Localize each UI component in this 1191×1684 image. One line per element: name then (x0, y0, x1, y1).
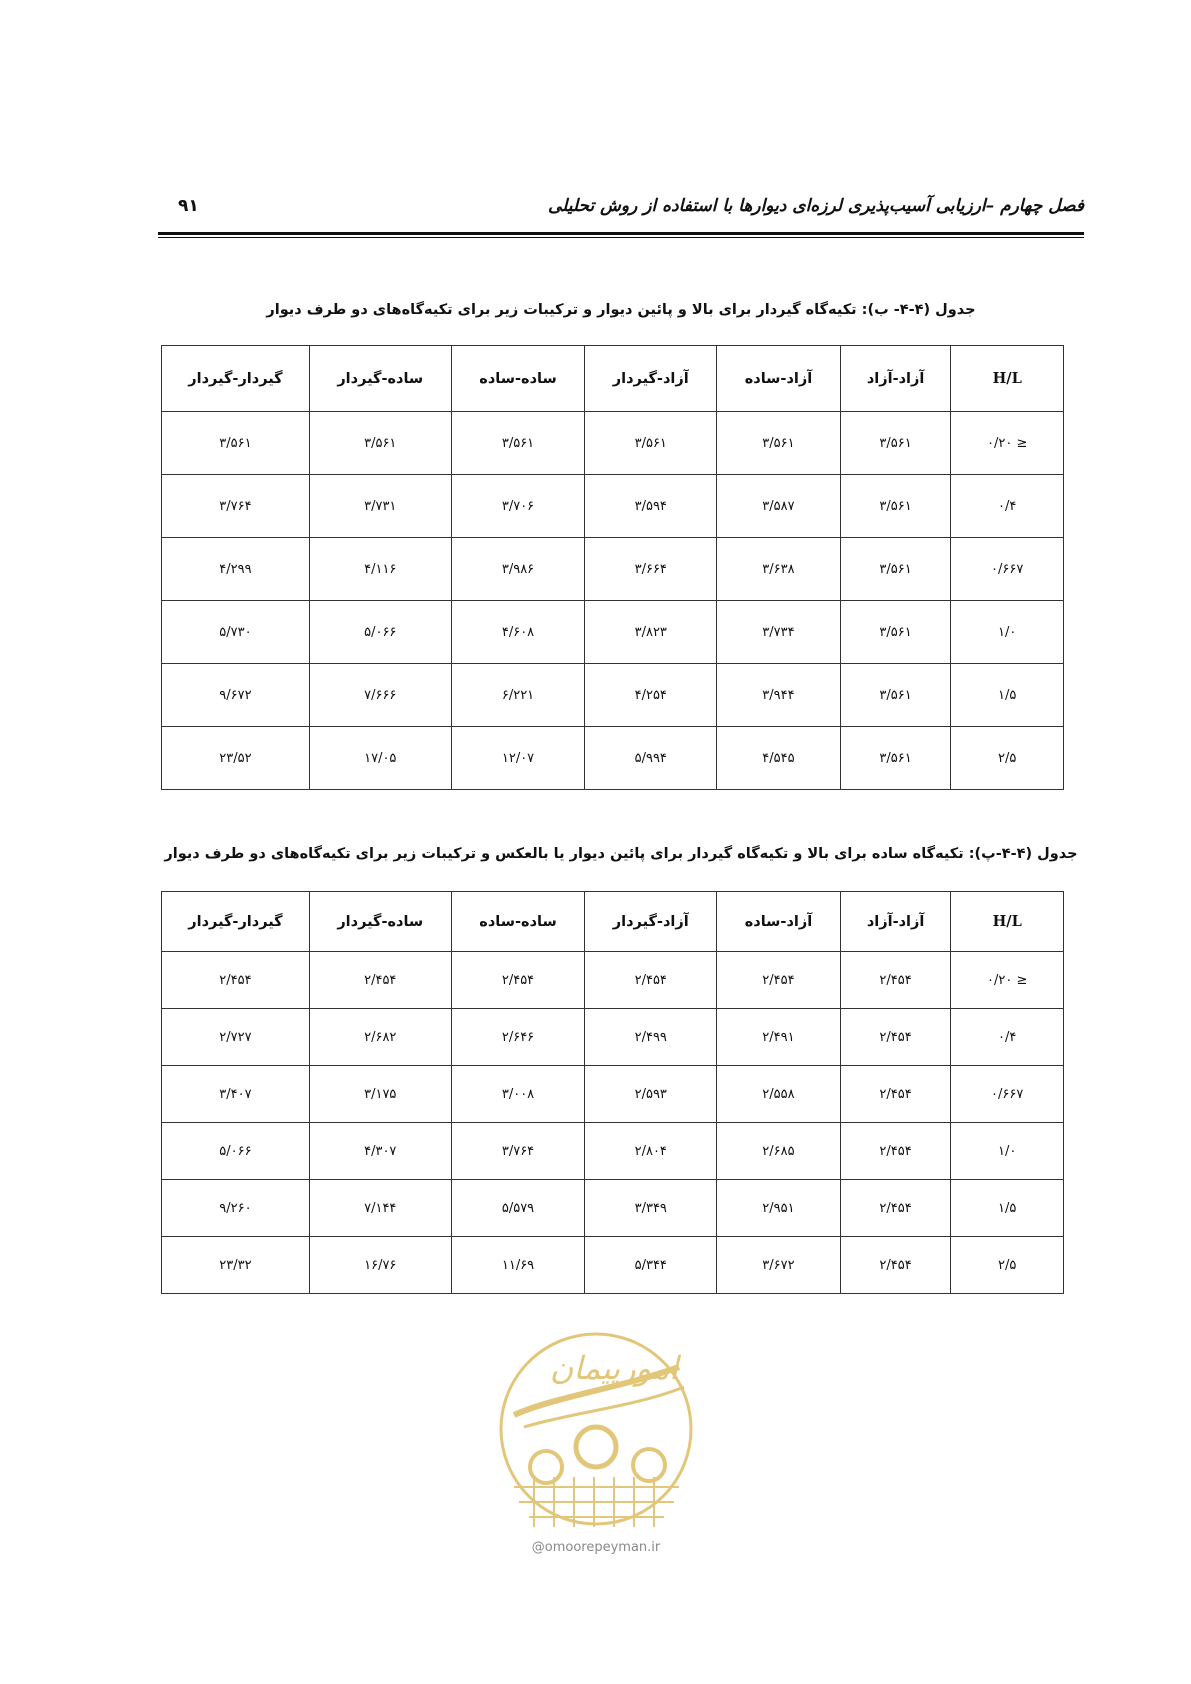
table-cell: ۹/۶۷۲ (162, 664, 310, 727)
column-header: آزاد-آزاد (840, 346, 951, 412)
running-title: فصل چهارم –ارزیابی آسیب‌پذیری لرزه‌ای دیوارها با استفاده از روش تحلیلی (548, 196, 1084, 216)
table-caption: جدول (۴-۴-پ): تکیه‌گاه ساده برای بالا و تکیه‌گاه گیردار برای پائین دیوار یا بالعکس و ترکیبات زیر برای تکیه‌گاه‌های دو طرف دیوار (164, 846, 1078, 862)
table-cell: ۲/۴۵۴ (840, 1009, 951, 1066)
header-rule-thin (158, 237, 1084, 238)
table-row (162, 538, 1064, 601)
table-cell: ۳/۳۴۹ (585, 1180, 717, 1237)
table-cell: ۳/۵۶۱ (840, 475, 951, 538)
table-cell: ۲/۴۵۴ (309, 952, 451, 1009)
table-cell: ۳/۶۷۲ (717, 1237, 841, 1294)
hl-ratio-cell: ۰/۴ (951, 1009, 1064, 1066)
hl-ratio-cell: ۱/۰ (951, 601, 1064, 664)
table-cell: ۴/۶۰۸ (451, 601, 585, 664)
table-cell: ۳/۵۹۴ (585, 475, 717, 538)
table-cell: ۲/۴۵۴ (585, 952, 717, 1009)
table-cell: ۳/۵۶۱ (840, 727, 951, 790)
table-caption: جدول (۴-۴- ب): تکیه‌گاه گیردار برای بالا و پائین دیوار و ترکیبات زیر برای تکیه‌گاه‌های دو طرف دیوار (266, 302, 976, 318)
table-row (162, 1123, 1064, 1180)
table-header-row (162, 892, 1064, 952)
table-cell: ۴/۳۰۷ (309, 1123, 451, 1180)
table-cell: ۳/۶۶۴ (585, 538, 717, 601)
watermark-logo-icon (494, 1327, 698, 1531)
table-row (162, 1237, 1064, 1294)
column-header: آزاد-گیردار (585, 346, 717, 412)
table-cell: ۵/۵۷۹ (451, 1180, 585, 1237)
table-cell: ۳/۵۶۱ (840, 664, 951, 727)
table-cell: ۲/۴۵۴ (840, 1066, 951, 1123)
column-header: ساده-ساده (451, 892, 585, 952)
table-row (162, 601, 1064, 664)
table-cell: ۳/۵۶۱ (840, 412, 951, 475)
table-cell: ۳/۶۳۸ (717, 538, 841, 601)
table-cell: ۵/۳۴۴ (585, 1237, 717, 1294)
table-cell: ۱۶/۷۶ (309, 1237, 451, 1294)
table-cell: ۳/۰۰۸ (451, 1066, 585, 1123)
hl-ratio-cell: ≤ ۰/۲۰ (951, 952, 1064, 1009)
hl-ratio-cell: ۱/۵ (951, 1180, 1064, 1237)
table-cell: ۳/۵۶۱ (717, 412, 841, 475)
table-cell: ۳/۴۰۷ (162, 1066, 310, 1123)
table-cell: ۱۱/۶۹ (451, 1237, 585, 1294)
table-cell: ۲۳/۵۲ (162, 727, 310, 790)
table-cell: ۲/۴۵۴ (840, 952, 951, 1009)
table-cell: ۶/۲۲۱ (451, 664, 585, 727)
table-row (162, 1066, 1064, 1123)
table-cell: ۹/۲۶۰ (162, 1180, 310, 1237)
table-cell: ۲/۴۵۴ (840, 1180, 951, 1237)
table-cell: ۲/۷۲۷ (162, 1009, 310, 1066)
table-cell: ۵/۷۳۰ (162, 601, 310, 664)
table-row (162, 412, 1064, 475)
data-table (161, 345, 1064, 790)
table-cell: ۲/۶۸۲ (309, 1009, 451, 1066)
table-cell: ۳/۵۶۱ (451, 412, 585, 475)
table-cell: ۷/۶۶۶ (309, 664, 451, 727)
data-table (161, 891, 1064, 1294)
table-row (162, 475, 1064, 538)
table-cell: ۳/۹۸۶ (451, 538, 585, 601)
table-cell: ۲/۹۵۱ (717, 1180, 841, 1237)
hl-ratio-cell: ۰/۶۶۷ (951, 538, 1064, 601)
table-cell: ۴/۲۵۴ (585, 664, 717, 727)
table-cell: ۳/۱۷۵ (309, 1066, 451, 1123)
table-cell: ۴/۲۹۹ (162, 538, 310, 601)
column-header: آزاد-آزاد (840, 892, 951, 952)
column-header: آزاد-گیردار (585, 892, 717, 952)
table-cell: ۲/۵۵۸ (717, 1066, 841, 1123)
column-header: آزاد-ساده (717, 892, 841, 952)
column-header: ساده-گیردار (309, 346, 451, 412)
table-cell: ۴/۱۱۶ (309, 538, 451, 601)
column-header: ساده-گیردار (309, 892, 451, 952)
column-header: H/L (951, 892, 1064, 952)
table-cell: ۳/۵۸۷ (717, 475, 841, 538)
table-cell: ۱۷/۰۵ (309, 727, 451, 790)
watermark-url: @omoorepeyman.ir (531, 1540, 661, 1555)
table-cell: ۳/۷۳۴ (717, 601, 841, 664)
column-header: H/L (951, 346, 1064, 412)
table-cell: ۳/۵۶۱ (840, 601, 951, 664)
table-row (162, 1180, 1064, 1237)
table-cell: ۳/۹۴۴ (717, 664, 841, 727)
hl-ratio-cell: ۲/۵ (951, 727, 1064, 790)
table-cell: ۲/۴۹۱ (717, 1009, 841, 1066)
watermark-logo-text: امورپیمان (549, 1349, 679, 1387)
table-cell: ۲/۴۵۴ (717, 952, 841, 1009)
table-cell: ۵/۰۶۶ (309, 601, 451, 664)
table-row (162, 1009, 1064, 1066)
column-header: ساده-ساده (451, 346, 585, 412)
column-header: آزاد-ساده (717, 346, 841, 412)
hl-ratio-cell: ≤ ۰/۲۰ (951, 412, 1064, 475)
table-cell: ۲/۸۰۴ (585, 1123, 717, 1180)
hl-ratio-cell: ۰/۶۶۷ (951, 1066, 1064, 1123)
page-number: ۹۱ (178, 196, 199, 216)
table-cell: ۳/۵۶۱ (585, 412, 717, 475)
column-header: گیردار-گیردار (162, 892, 310, 952)
table-cell: ۲۳/۳۲ (162, 1237, 310, 1294)
page-header (158, 196, 1084, 224)
table-cell: ۳/۷۶۴ (451, 1123, 585, 1180)
table-cell: ۳/۵۶۱ (840, 538, 951, 601)
hl-ratio-cell: ۰/۴ (951, 475, 1064, 538)
hl-ratio-cell: ۱/۰ (951, 1123, 1064, 1180)
table-cell: ۲/۵۹۳ (585, 1066, 717, 1123)
table-cell: ۳/۷۶۴ (162, 475, 310, 538)
table-header-row (162, 346, 1064, 412)
table-cell: ۲/۶۸۵ (717, 1123, 841, 1180)
table-cell: ۳/۷۰۶ (451, 475, 585, 538)
table-cell: ۳/۸۲۳ (585, 601, 717, 664)
hl-ratio-cell: ۱/۵ (951, 664, 1064, 727)
table-cell: ۲/۶۴۶ (451, 1009, 585, 1066)
table-row (162, 727, 1064, 790)
header-rule-thick (158, 232, 1084, 235)
table-cell: ۲/۴۵۴ (162, 952, 310, 1009)
table-cell: ۲/۴۵۴ (451, 952, 585, 1009)
table-cell: ۳/۵۶۱ (162, 412, 310, 475)
table-cell: ۵/۰۶۶ (162, 1123, 310, 1180)
table-cell: ۲/۴۵۴ (840, 1237, 951, 1294)
table-cell: ۷/۱۴۴ (309, 1180, 451, 1237)
table-cell: ۱۲/۰۷ (451, 727, 585, 790)
table-cell: ۳/۷۳۱ (309, 475, 451, 538)
table-cell: ۳/۵۶۱ (309, 412, 451, 475)
hl-ratio-cell: ۲/۵ (951, 1237, 1064, 1294)
table-row (162, 952, 1064, 1009)
table-cell: ۲/۴۹۹ (585, 1009, 717, 1066)
table-cell: ۲/۴۵۴ (840, 1123, 951, 1180)
column-header: گیردار-گیردار (162, 346, 310, 412)
table-cell: ۴/۵۴۵ (717, 727, 841, 790)
table-row (162, 664, 1064, 727)
table-cell: ۵/۹۹۴ (585, 727, 717, 790)
